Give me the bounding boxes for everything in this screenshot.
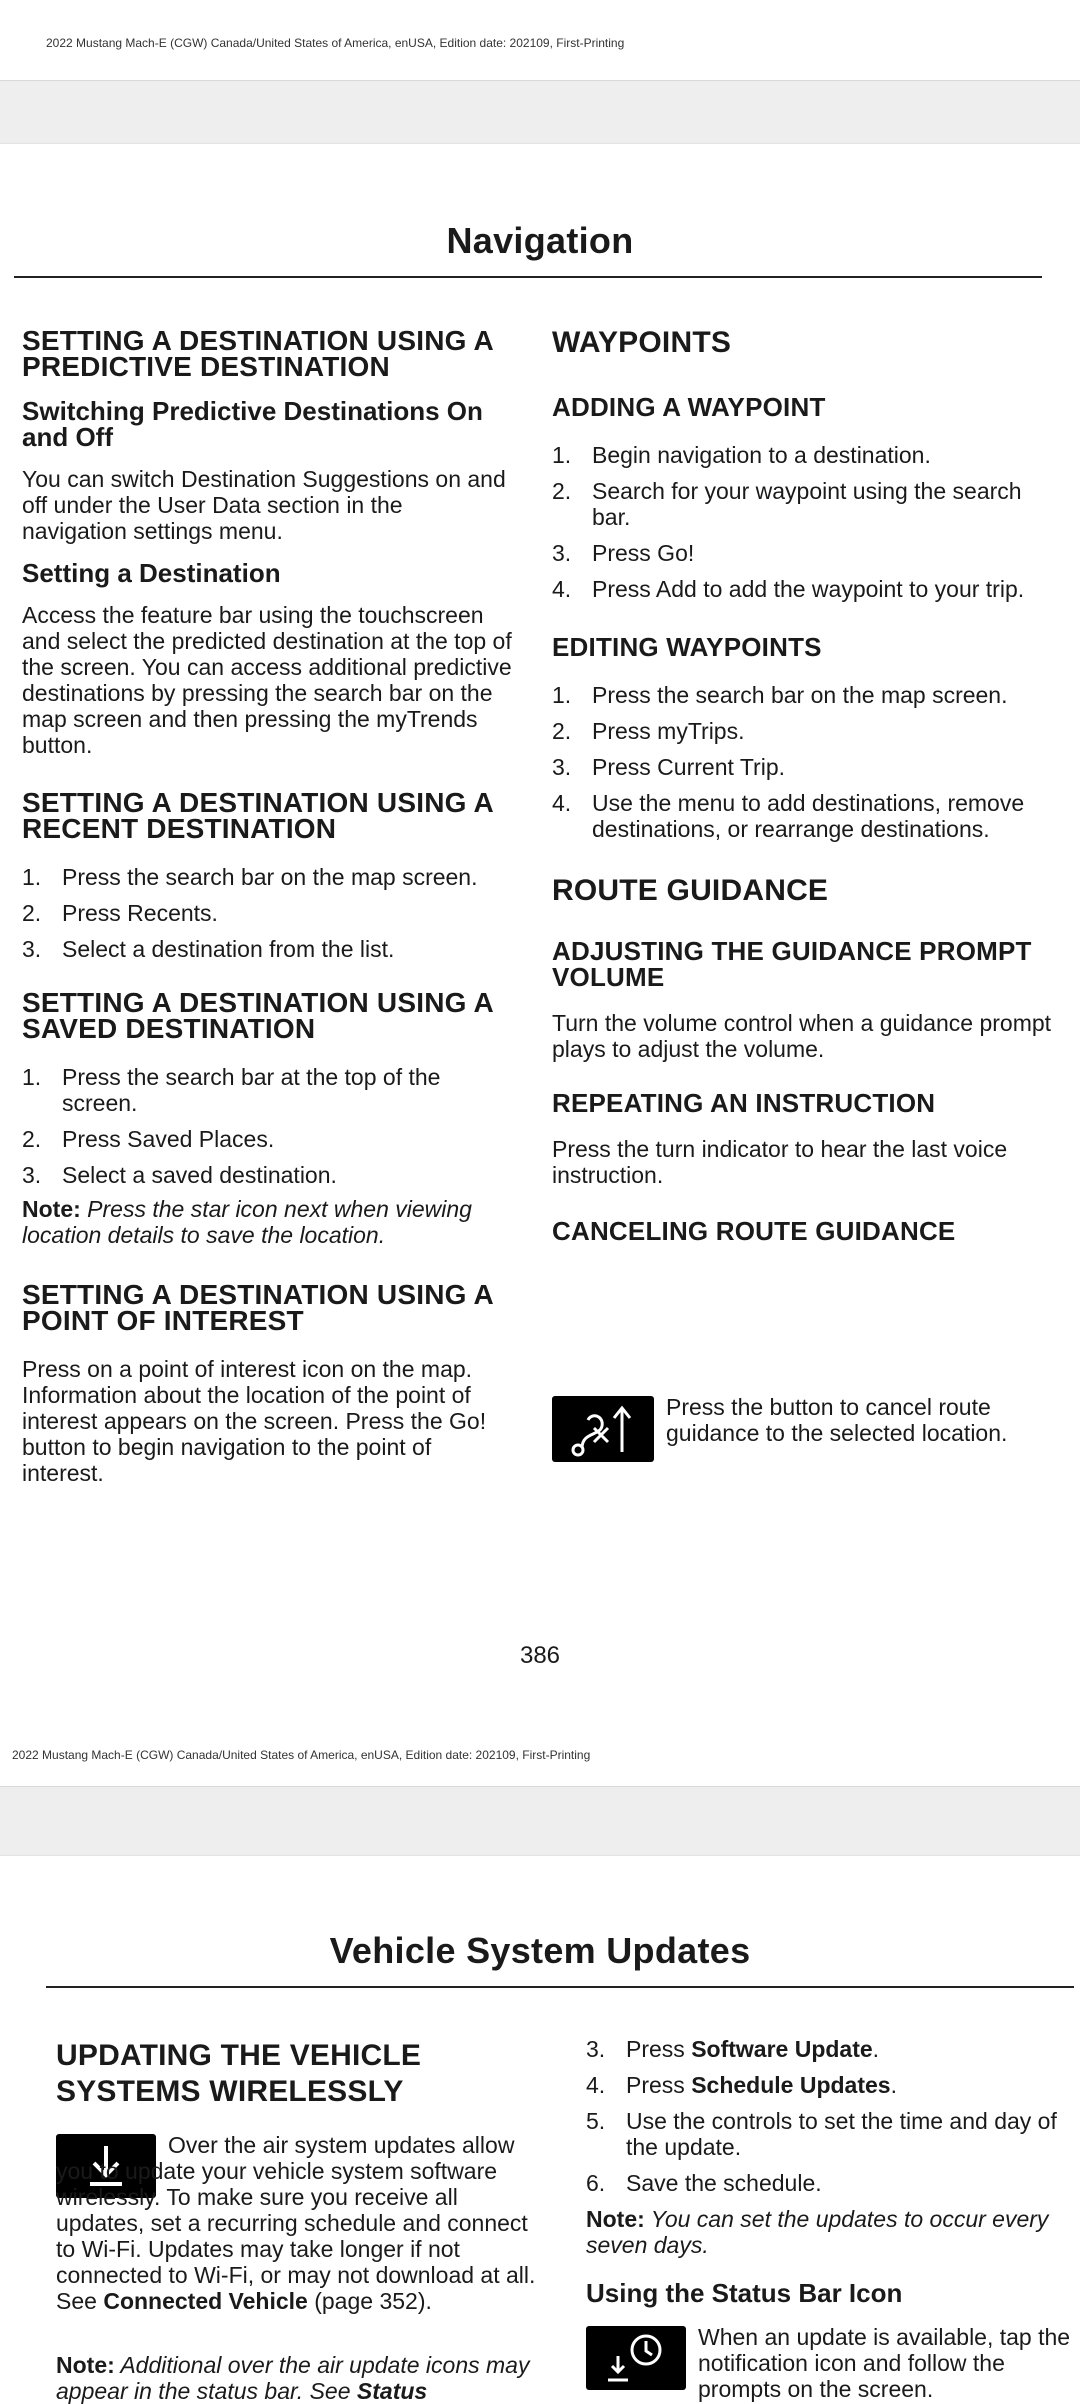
note — [22, 1196, 512, 1248]
paragraph: Press the turn indicator to hear the last voice instruction. — [552, 1136, 1008, 1188]
note-label: Note: — [22, 1196, 81, 1222]
section-heading: SETTING A DESTINATION USING A PREDICTIVE DESTINATION — [22, 325, 493, 382]
right-column — [586, 2036, 1066, 2306]
subsection-heading: CANCELING ROUTE GUIDANCE — [552, 1216, 956, 1246]
subsection-heading: ADDING A WAYPOINT — [552, 392, 826, 422]
subsection-heading: Switching Predictive Destinations On and Off — [22, 396, 483, 452]
paragraph: Turn the volume control when a guidance prompt plays to adjust the volume. — [552, 1010, 1052, 1062]
page-separator — [0, 1786, 1080, 1856]
left-column — [22, 325, 512, 1486]
list-item: 4. Press Add to add the waypoint to your trip. — [552, 576, 1025, 602]
document-footer: 2022 Mustang Mach-E (CGW) Canada/United States of America, enUSA, Edition date: 202109, First-Printing — [12, 1748, 591, 1762]
note-label: Note: — [586, 2206, 645, 2232]
paragraph-text: (page 352). — [307, 2288, 432, 2314]
list-item: 2. Press myTrips. — [552, 718, 745, 744]
section-heading: WAYPOINTS — [552, 326, 732, 359]
list-item: 5. Use the controls to set the time and day of the update. — [586, 2108, 1057, 2160]
title-rule — [14, 276, 1042, 278]
saved-steps-list — [22, 1064, 512, 1188]
list-item: 1. Press the search bar at the top of the screen. — [22, 1064, 441, 1116]
list-item: 6. Save the schedule. — [586, 2170, 822, 2196]
page-number: 386 — [519, 1642, 561, 1669]
cancel-route-icon — [552, 1396, 654, 1462]
link-status[interactable]: Status — [356, 2378, 428, 2404]
document-header: 2022 Mustang Mach-E (CGW) Canada/United States of America, enUSA, Edition date: 202109, First-Printing — [46, 36, 625, 50]
list-item: 3. Press Current Trip. — [552, 754, 785, 780]
list-item: 2. Press Saved Places. — [22, 1126, 275, 1152]
update-steps-list — [586, 2036, 1066, 2196]
subsection-heading: REPEATING AN INSTRUCTION — [552, 1088, 936, 1118]
note-text: You can set the updates to occur every seven days. — [586, 2206, 1049, 2258]
note — [56, 2352, 540, 2404]
recent-steps-list — [22, 864, 512, 962]
section-heading: SETTING A DESTINATION USING A POINT OF INTEREST — [22, 1279, 493, 1336]
link-connected-vehicle[interactable]: Connected Vehicle — [103, 2288, 308, 2314]
list-item: 1. Press the search bar on the map screen. — [22, 864, 478, 890]
list-item: 4. Use the menu to add destinations, remove destinations, or rearrange destinations. — [552, 790, 1025, 842]
list-item: 3. Press Software Update. — [586, 2036, 880, 2062]
note — [586, 2206, 1066, 2258]
subsection-heading: Using the Status Bar Icon — [586, 2278, 903, 2308]
page-title: Navigation — [446, 220, 634, 261]
note-text: Press the star icon next when viewing location details to save the location. — [22, 1196, 472, 1248]
right-column — [552, 326, 1052, 1246]
update-clock-icon — [586, 2326, 686, 2390]
section-heading: SETTING A DESTINATION USING A RECENT DESTINATION — [22, 787, 493, 844]
list-item: 3. Select a saved destination. — [22, 1162, 337, 1188]
page-title: Vehicle System Updates — [329, 1930, 751, 1971]
list-item: 1. Press the search bar on the map screen. — [552, 682, 1008, 708]
subsection-heading: ADJUSTING THE GUIDANCE PROMPT VOLUME — [552, 936, 1032, 992]
list-item: 3. Select a destination from the list. — [22, 936, 395, 962]
paragraph-text: Over the air system updates allow you to update your vehicle system software wirelessly. To make sure you receive all updates, set a recurring schedule and connect to Wi-Fi. Updates may take longer if not connected to Wi-Fi, or may not download at all. See — [56, 2132, 536, 2314]
paragraph: You can switch Destination Suggestions on and off under the User Data section in the navigation settings menu. — [22, 466, 506, 544]
list-item: 3. Press Go! — [552, 540, 695, 566]
left-column — [56, 2038, 540, 2110]
paragraph — [56, 2132, 540, 2314]
list-item: 2. Press Recents. — [22, 900, 218, 926]
section-heading: UPDATING THE VEHICLE SYSTEMS WIRELESSLY — [56, 2039, 422, 2108]
note-text: Additional over the air update icons may appear in the status bar. See — [56, 2352, 530, 2404]
note-label: Note: — [56, 2352, 115, 2378]
page-separator — [0, 80, 1080, 144]
paragraph: Press the button to cancel route guidance to the selected location. — [666, 1394, 1008, 1446]
list-item: 1. Begin navigation to a destination. — [552, 442, 931, 468]
subsection-heading: EDITING WAYPOINTS — [552, 632, 822, 662]
title-rule — [46, 1986, 1074, 1988]
section-heading: ROUTE GUIDANCE — [552, 874, 829, 907]
section-heading: SETTING A DESTINATION USING A SAVED DESTINATION — [22, 987, 493, 1044]
paragraph: Press on a point of interest icon on the map. Information about the location of the point of interest appears on the screen. Press the Go! button to begin navigation to the point of interest. — [22, 1356, 487, 1486]
editing-steps-list — [552, 682, 1052, 842]
paragraph: Access the feature bar using the touchscreen and select the predicted destination at the top of the screen. You can access additional predictive destinations by pressing the search bar on the map screen and then pressing the myTrends button. — [22, 602, 512, 758]
paragraph: When an update is available, tap the notification icon and follow the prompts on the screen. — [698, 2324, 1071, 2402]
list-item: 4. Press Schedule Updates. — [586, 2072, 897, 2098]
subsection-heading: Setting a Destination — [22, 558, 281, 588]
list-item: 2. Search for your waypoint using the search bar. — [552, 478, 1022, 530]
adding-steps-list — [552, 442, 1052, 602]
